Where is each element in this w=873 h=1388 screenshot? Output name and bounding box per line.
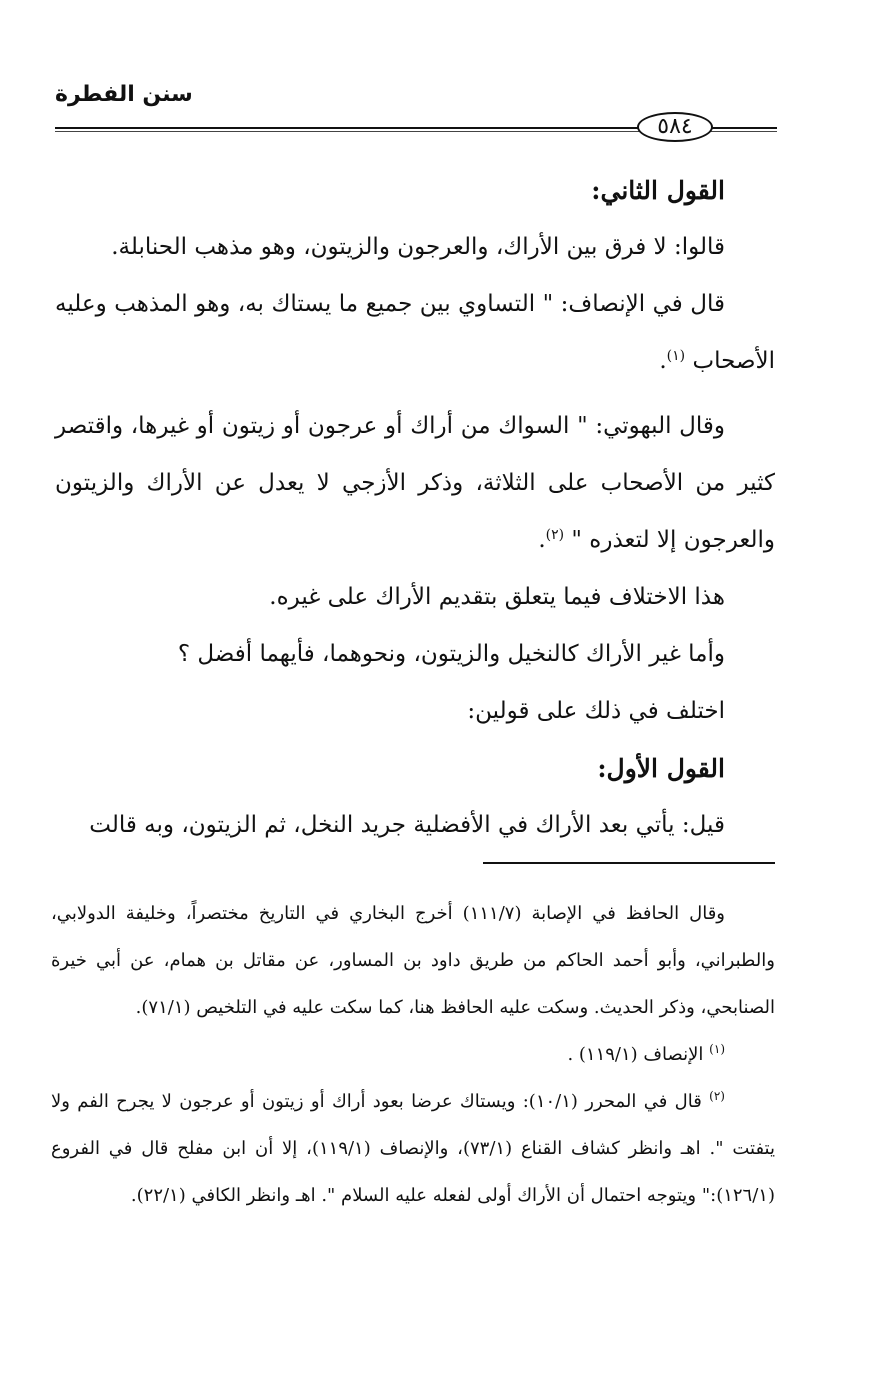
footnote-marker: (١)	[709, 1042, 725, 1056]
footnote-ref-2: (٢)	[545, 527, 565, 543]
footnote-1	[51, 1031, 775, 1078]
paragraph: اختلف في ذلك على قولين:	[467, 698, 725, 724]
paragraph: وأما غير الأراك كالنخيل والزيتون، ونحوهما، فأيهما أفضل ؟	[177, 641, 725, 667]
paragraph: هذا الاختلاف فيما يتعلق بتقديم الأراك على غيره.	[269, 584, 725, 610]
footnote-ref-1: (١)	[666, 348, 686, 364]
footnote-text: قال في المحرر (١٠/١): ويستاك عرضا بعود أراك أو زيتون أو عرجون لا يجرح الفم ولا يتفتت ". اهـ وانظر كشاف القناع (٧٣/١)، والإنصاف (١١٩/١)، إلا أن ابن مفلح قال في الفروع (١٢٦/١):" ويتوجه احتمال أن الأراك أولى لفعله عليه السلام ". اهـ وانظر الكافي (٢٢/١).	[51, 1091, 775, 1206]
paragraph: قيل: يأتي بعد الأراك في الأفضلية جريد النخل، ثم الزيتون، وبه قالت	[89, 812, 725, 838]
footnote-marker: (٢)	[709, 1089, 725, 1103]
footnote-continued: وقال الحافظ في الإصابة (١١١/٧) أخرج البخاري في التاريخ مختصراً، وخليفة الدولابي، والطبراني، وأبو أحمد الحاكم من طريق داود بن المساور، عن مقاتل بن همام، عن أبي خيرة الصنابحي، وذكر الحديث. وسكت عليه الحافظ هنا، كما سكت عليه في التلخيص (٧١/١).	[51, 903, 775, 1018]
paragraph-text: وقال البهوتي: " السواك من أراك أو عرجون أو زيتون أو غيرها، واقتصر كثير من الأصحاب على الثلاثة، وذكر الأزجي لا يعدل عن الأراك والزيتون والعرجون إلا لتعذره "	[55, 413, 775, 553]
footnote-separator	[483, 862, 775, 864]
paragraph-end: .	[659, 348, 667, 374]
main-text	[55, 162, 775, 854]
paragraph-end: .	[538, 527, 546, 553]
book-title: سنن الفطرة	[55, 82, 193, 107]
paragraph: قالوا: لا فرق بين الأراك، والعرجون والزيتون، وهو مذهب الحنابلة.	[111, 234, 725, 260]
heading-first-opinion: القول الأول:	[597, 754, 725, 783]
page-header	[55, 78, 777, 138]
paragraph-buhuti	[55, 398, 775, 569]
footnote-2	[51, 1078, 775, 1219]
heading-second-opinion: القول الثاني:	[591, 176, 725, 205]
paragraph-text: قال في الإنصاف: " التساوي بين جميع ما يستاك به، وهو المذهب وعليه الأصحاب	[55, 291, 775, 374]
paragraph-insaf	[55, 276, 775, 390]
footnotes	[51, 890, 775, 1219]
footnote-text: الإنصاف (١١٩/١) .	[567, 1044, 704, 1065]
page-number: ٥٨٤	[637, 112, 713, 142]
